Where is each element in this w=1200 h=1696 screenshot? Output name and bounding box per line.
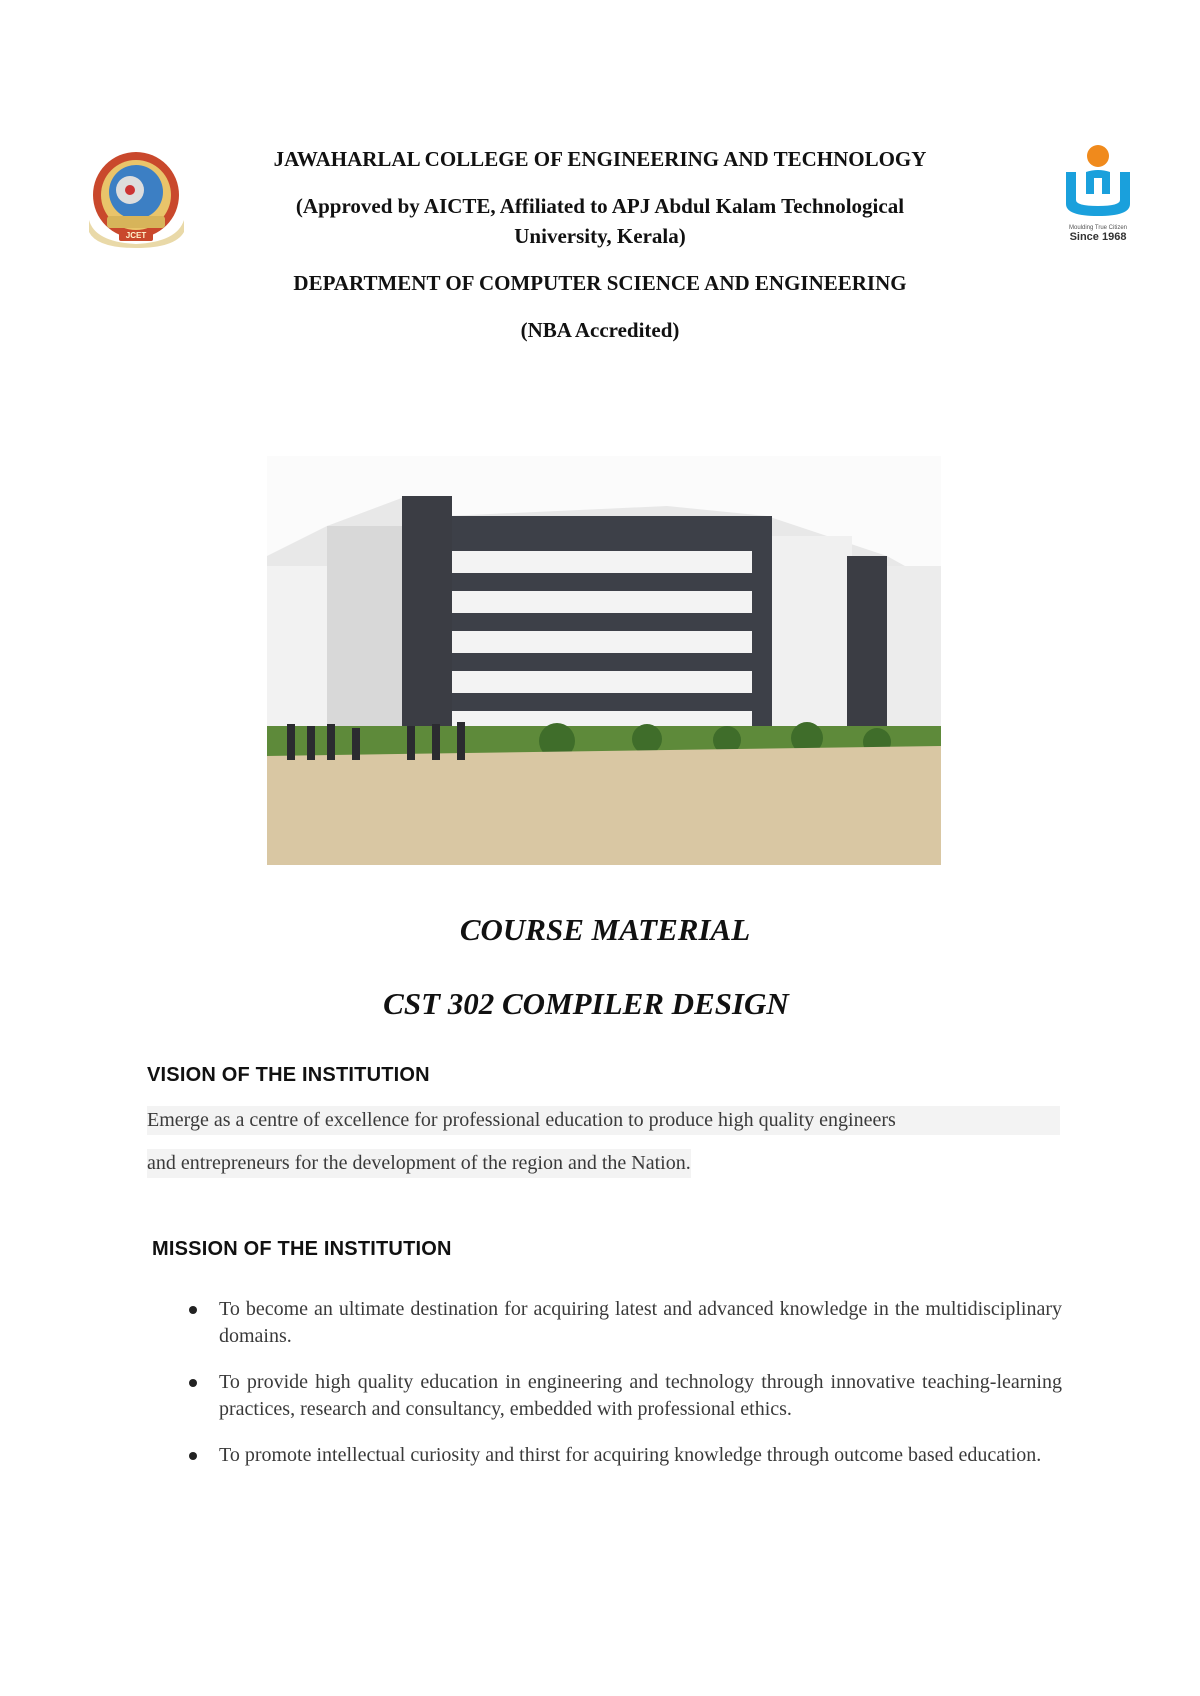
vision-heading: VISION OF THE INSTITUTION [147, 1064, 430, 1086]
mission-text: To become an ultimate destination for acquiring latest and advanced knowledge in the multidisciplinary domains. [219, 1298, 1062, 1347]
bullet-icon [189, 1306, 197, 1314]
left-logo-text: JCET [125, 231, 147, 240]
bullet-icon [189, 1452, 197, 1460]
vision-line-1: Emerge as a centre of excellence for professional education to produce high quality engineers [147, 1106, 1060, 1135]
logo-tagline: Moulding True Citizen [1068, 225, 1128, 231]
vision-line-2: and entrepreneurs for the development of the region and the Nation. [147, 1149, 691, 1178]
bullet-icon [189, 1379, 197, 1387]
approval-line-1: (Approved by AICTE, Affiliated to APJ Abdul Kalam Technological [295, 194, 905, 218]
department-name: DEPARTMENT OF COMPUTER SCIENCE AND ENGINEERING [293, 271, 907, 295]
college-name: JAWAHARLAL COLLEGE OF ENGINEERING AND TECHNOLOGY [273, 147, 927, 171]
mission-text: To promote intellectual curiosity and thirst for acquiring knowledge through outcome based education. [219, 1444, 1042, 1466]
course-material-title: COURSE MATERIAL [459, 912, 751, 947]
mission-item [189, 1442, 1062, 1469]
mission-heading: MISSION OF THE INSTITUTION [152, 1238, 452, 1260]
mission-text: To provide high quality education in engineering and technology through innovative teaching-learning practices, research and consultancy, embedded with professional ethics. [219, 1371, 1062, 1420]
accreditation: (NBA Accredited) [520, 318, 680, 342]
course-title: CST 302 COMPILER DESIGN [383, 986, 789, 1021]
mission-item [189, 1369, 1062, 1423]
logo-since: Since 1968 [1069, 231, 1127, 243]
approval-line-2: University, Kerala) [514, 224, 686, 248]
college-building-photo [267, 456, 941, 865]
mission-item [189, 1296, 1062, 1350]
mission-list [189, 1296, 1062, 1488]
